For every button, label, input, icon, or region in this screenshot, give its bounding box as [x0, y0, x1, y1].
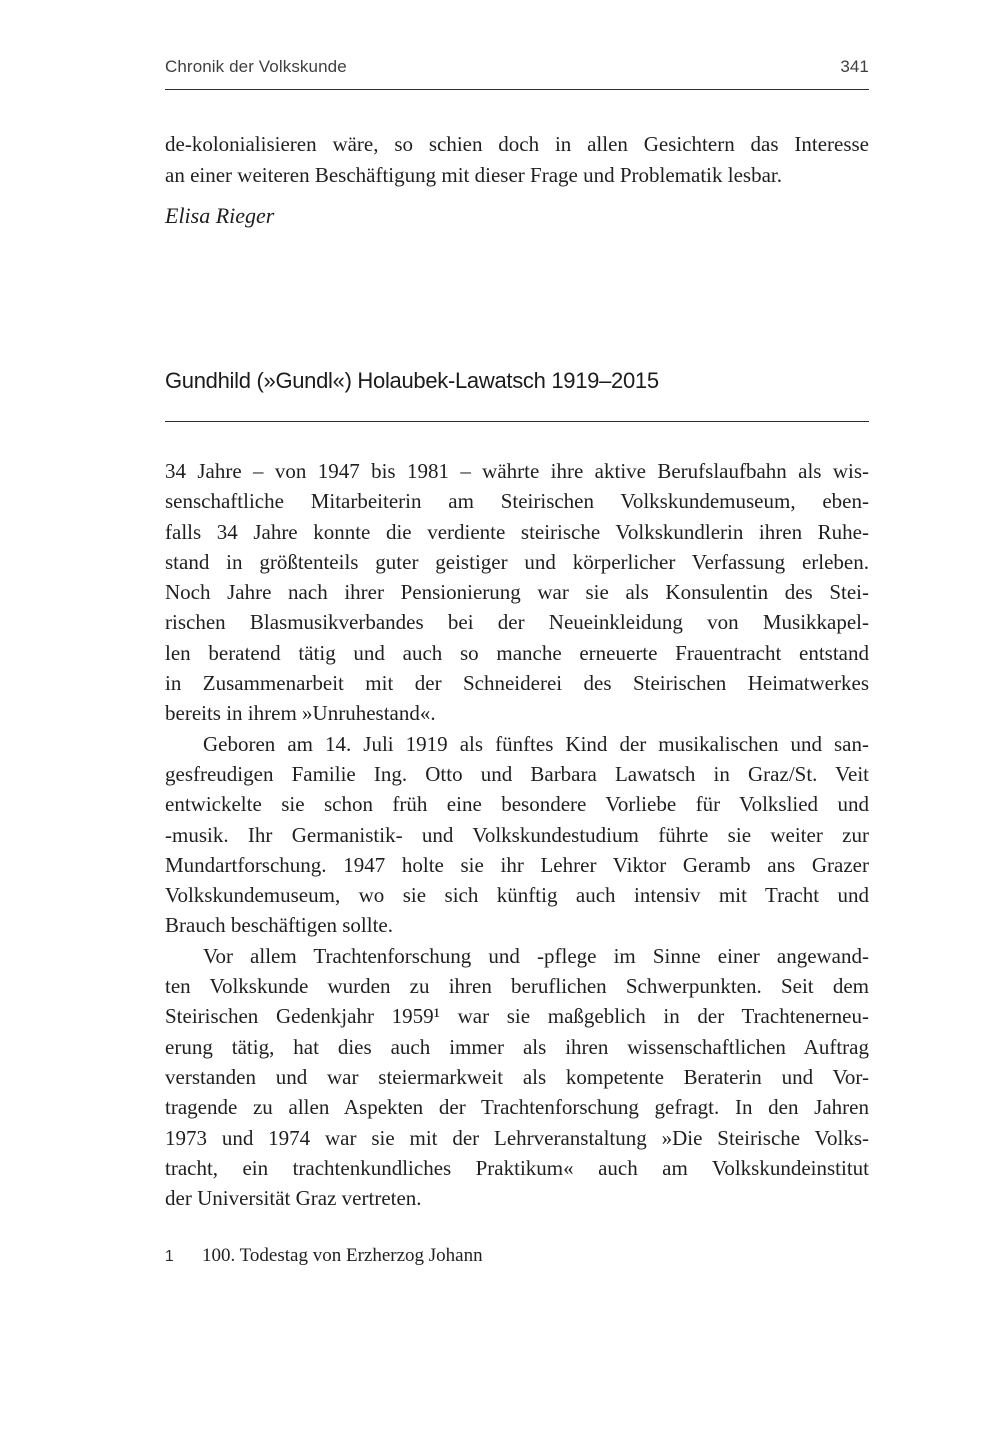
text-line: de-kolonialisieren wäre, so schien doch in allen Gesichtern das Interesse	[165, 132, 869, 156]
footnote	[165, 1244, 869, 1269]
text-line: erung tätig, hat dies auch immer als ihren wissenschaftlichen Auftrag	[165, 1034, 869, 1059]
intro-paragraph	[165, 129, 869, 191]
text-line: der Universität Graz vertreten.	[165, 1186, 422, 1211]
text-line: tracht, ein trachtenkundliches Praktikum« auch am Volkskundeinstitut	[165, 1155, 869, 1180]
header-rule	[165, 89, 869, 90]
footnote-text: 100. Todestag von Erzherzog Johann	[202, 1245, 483, 1266]
text-line: Mundartforschung. 1947 holte sie ihr Lehrer Viktor Geramb ans Grazer	[165, 852, 869, 877]
text-line: tragende zu allen Aspekten der Trachtenforschung gefragt. In den Jahren	[165, 1095, 869, 1120]
text-line: -musik. Ihr Germanistik- und Volkskundestudium führte sie weiter zur	[165, 822, 869, 847]
text-line: Geboren am 14. Juli 1919 als fünftes Kind der musikalischen und san-	[203, 731, 869, 756]
text-line: rischen Blasmusikverbandes bei der Neueinkleidung von Musikkapel-	[165, 610, 869, 635]
text-line: Steirischen Gedenkjahr 1959¹ war sie maßgeblich in der Trachtenerneu-	[165, 1004, 869, 1029]
text-line: len beratend tätig und auch so manche erneuerte Frauentracht entstand	[165, 640, 869, 665]
text-line: ten Volkskunde wurden zu ihren beruflichen Schwerpunkten. Seit dem	[165, 974, 869, 999]
text-line: 1973 und 1974 war sie mit der Lehrveranstaltung »Die Steirische Volks-	[165, 1125, 869, 1150]
article-heading: Gundhild (»Gundl«) Holaubek-Lawatsch 1919–2015	[165, 368, 659, 393]
text-line: entwickelte sie schon früh eine besondere Vorliebe für Volkslied und	[165, 792, 869, 817]
text-line: Volkskundemuseum, wo sie sich künftig auch intensiv mit Tracht und	[165, 883, 869, 908]
text-line: senschaftliche Mitarbeiterin am Steirischen Volkskundemuseum, eben-	[165, 489, 869, 514]
text-line: 34 Jahre – von 1947 bis 1981 – währte ihre aktive Berufslaufbahn als wis-	[165, 459, 869, 483]
text-line: in Zusammenarbeit mit der Schneiderei des Steirischen Heimatwerkes	[165, 671, 869, 696]
article-body	[165, 456, 869, 1213]
author-name: Elisa Rieger	[165, 203, 275, 228]
text-line: falls 34 Jahre konnte die verdiente steirische Volkskundlerin ihren Ruhe-	[165, 519, 869, 544]
text-line: stand in größtenteils guter geistiger und körperlicher Verfassung erleben.	[165, 549, 869, 574]
text-line: gesfreudigen Familie Ing. Otto und Barbara Lawatsch in Graz/St. Veit	[165, 761, 869, 786]
text-line: an einer weiteren Beschäftigung mit dieser Frage und Problematik lesbar.	[165, 163, 782, 187]
text-line: bereits in ihrem »Unruhestand«.	[165, 701, 436, 726]
page-number: 341	[840, 57, 869, 76]
text-line: verstanden und war steiermarkweit als kompetente Beraterin und Vor-	[165, 1064, 869, 1089]
running-header-title: Chronik der Volkskunde	[165, 57, 347, 76]
heading-rule	[165, 421, 869, 422]
footnote-marker: 1	[165, 1248, 174, 1265]
text-line: Noch Jahre nach ihrer Pensionierung war sie als Konsulentin des Stei-	[165, 580, 869, 605]
text-line: Brauch beschäftigen sollte.	[165, 913, 394, 938]
running-header	[165, 57, 869, 77]
text-line: Vor allem Trachtenforschung und -pflege im Sinne einer angewand-	[203, 943, 869, 968]
